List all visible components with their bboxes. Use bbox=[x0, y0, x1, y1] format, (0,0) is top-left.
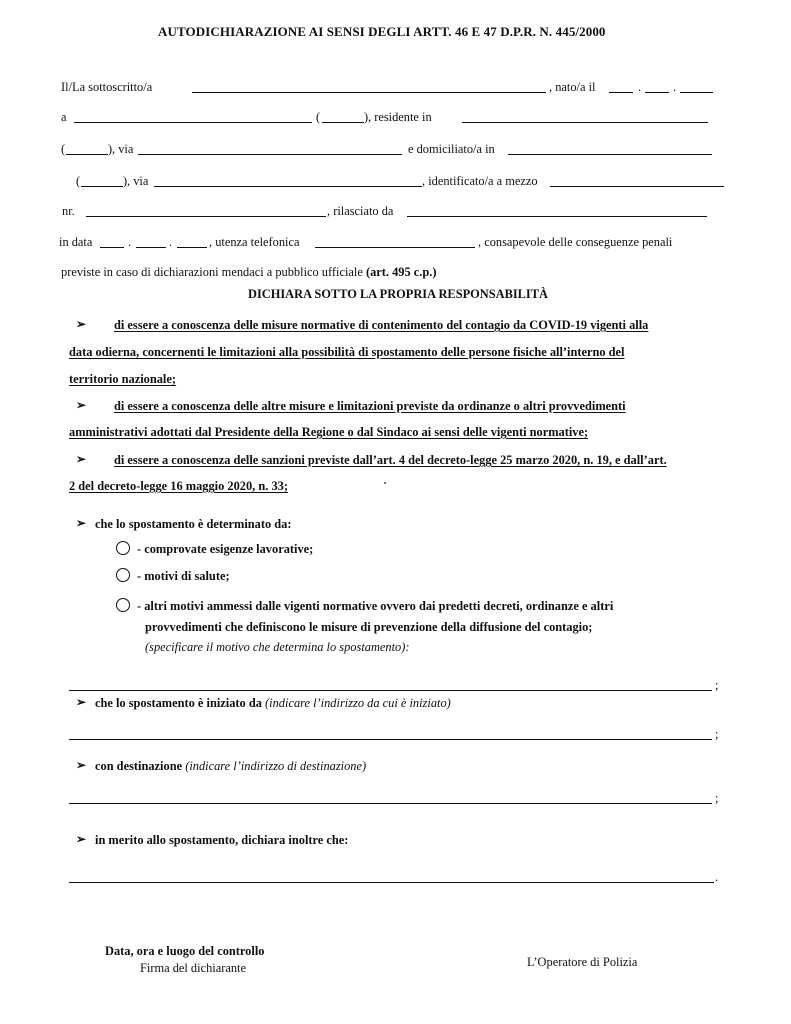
data-luogo-label: Data, ora e luogo del controllo bbox=[105, 944, 265, 958]
birth-day-field[interactable] bbox=[609, 92, 633, 93]
residente-label: , residente in bbox=[368, 110, 432, 124]
line-end-semicolon: ; bbox=[715, 678, 719, 692]
bullet-icon: ➢ bbox=[76, 398, 87, 412]
residenza-field[interactable] bbox=[462, 122, 708, 123]
declaration-3-line2: 2 del decreto-legge 16 maggio 2020, n. 33; bbox=[69, 479, 288, 493]
previste-text: previste in caso di dichiarazioni mendaci a pubblico ufficiale (art. 495 c.p.) bbox=[61, 265, 437, 279]
birth-month-field[interactable] bbox=[645, 92, 669, 93]
provincia-domicilio-field[interactable] bbox=[81, 186, 123, 187]
iniziato-text: che lo spostamento è iniziato da (indicare l’indirizzo da cui è iniziato) bbox=[95, 696, 451, 710]
declaration-2-line1: di essere a conoscenza delle altre misure e limitazioni previste da ordinanze o altri provvedimenti bbox=[114, 399, 626, 413]
option-altri-motivi-label: - altri motivi ammessi dalle vigenti normative ovvero dai predetti decreti, ordinanze e altri bbox=[137, 599, 614, 613]
option-lavorative-label: - comprovate esigenze lavorative; bbox=[137, 542, 314, 556]
firma-label: Firma del dichiarante bbox=[140, 961, 246, 975]
via-residenza-field[interactable] bbox=[138, 154, 402, 155]
domicilio-field[interactable] bbox=[508, 154, 712, 155]
rilasciato-label: , rilasciato da bbox=[327, 204, 394, 218]
bullet-icon: ➢ bbox=[76, 452, 87, 466]
page-title: AUTODICHIARAZIONE AI SENSI DEGLI ARTT. 46 E 47 D.P.R. N. 445/2000 bbox=[158, 24, 606, 39]
destinazione-text: con destinazione (indicare l’indirizzo di destinazione) bbox=[95, 759, 367, 773]
scan-speck bbox=[384, 482, 386, 484]
luogo-nascita-label: a bbox=[61, 110, 67, 124]
provincia-residenza-field[interactable] bbox=[66, 154, 108, 155]
line-end-semicolon: ; bbox=[715, 727, 719, 741]
via-domicilio-label: , via bbox=[127, 174, 149, 188]
provincia-nascita-field[interactable] bbox=[322, 122, 364, 123]
line-end-semicolon: ; bbox=[715, 791, 719, 805]
telefono-field[interactable] bbox=[315, 247, 475, 248]
declaration-1-line3: territorio nazionale; bbox=[69, 372, 177, 386]
luogo-nascita-field[interactable] bbox=[74, 122, 312, 123]
option-altri-motivi-radio[interactable] bbox=[116, 598, 130, 612]
declaration-1-line2: data odierna, concernenti le limitazioni alla possibilità di spostamento delle persone fisiche all’interno del bbox=[69, 345, 625, 359]
domiciliato-label: e domiciliato/a in bbox=[408, 142, 495, 156]
iniziato-field[interactable] bbox=[69, 739, 712, 740]
specificare-note: (specificare il motivo che determina lo spostamento): bbox=[145, 640, 410, 654]
option-altri-motivi-line2: provvedimenti che definiscono le misure di prevenzione della diffusione del contagio; bbox=[145, 620, 593, 634]
nr-label: nr. bbox=[62, 204, 75, 218]
documento-field[interactable] bbox=[550, 186, 724, 187]
numero-documento-field[interactable] bbox=[86, 216, 326, 217]
option-salute-label: - motivi di salute; bbox=[137, 569, 230, 583]
option-lavorative-radio[interactable] bbox=[116, 541, 130, 555]
declaration-3-line1: di essere a conoscenza delle sanzioni previste dall’art. 4 del decreto-legge 25 marzo 2020, n. 19, e dall’art. bbox=[114, 453, 667, 467]
nato-label: , nato/a il bbox=[549, 80, 596, 94]
via-residenza-label: , via bbox=[112, 142, 134, 156]
doc-year-field[interactable] bbox=[177, 247, 207, 248]
inoltre-label: in merito allo spostamento, dichiara inoltre che: bbox=[95, 833, 349, 847]
operatore-label: L’Operatore di Polizia bbox=[527, 955, 638, 969]
in-data-label: in data bbox=[59, 235, 93, 249]
dichiara-heading: DICHIARA SOTTO LA PROPRIA RESPONSABILITÀ bbox=[248, 287, 548, 301]
consapevole-label: , consapevole delle conseguenze penali bbox=[478, 235, 673, 249]
rilasciato-da-field[interactable] bbox=[407, 216, 707, 217]
doc-month-field[interactable] bbox=[136, 247, 166, 248]
line-end-period: . bbox=[715, 870, 719, 884]
inoltre-field[interactable] bbox=[69, 882, 714, 883]
birth-year-field[interactable] bbox=[680, 92, 713, 93]
doc-day-field[interactable] bbox=[100, 247, 124, 248]
bullet-icon: ➢ bbox=[76, 317, 87, 331]
motivo-field[interactable] bbox=[69, 690, 712, 691]
via-domicilio-field[interactable] bbox=[154, 186, 422, 187]
declaration-1-line1: di essere a conoscenza delle misure normative di contenimento del contagio da COVID-19 vigenti alla bbox=[114, 318, 649, 332]
destinazione-field[interactable] bbox=[69, 803, 712, 804]
identificato-label: , identificato/a a mezzo bbox=[422, 174, 538, 188]
sottoscritto-label: Il/La sottoscritto/a bbox=[61, 80, 153, 94]
bullet-icon: ➢ bbox=[76, 758, 87, 772]
art-495-text: (art. 495 c.p.) bbox=[365, 265, 437, 279]
declaration-2-line2: amministrativi adottati dal Presidente della Regione o dal Sindaco ai sensi delle vigenti normative; bbox=[69, 425, 589, 439]
bullet-icon: ➢ bbox=[76, 516, 87, 530]
bullet-icon: ➢ bbox=[76, 832, 87, 846]
nome-field[interactable] bbox=[192, 92, 546, 93]
option-salute-radio[interactable] bbox=[116, 568, 130, 582]
spostamento-label: che lo spostamento è determinato da: bbox=[95, 517, 292, 531]
bullet-icon: ➢ bbox=[76, 695, 87, 709]
utenza-label: , utenza telefonica bbox=[209, 235, 300, 249]
